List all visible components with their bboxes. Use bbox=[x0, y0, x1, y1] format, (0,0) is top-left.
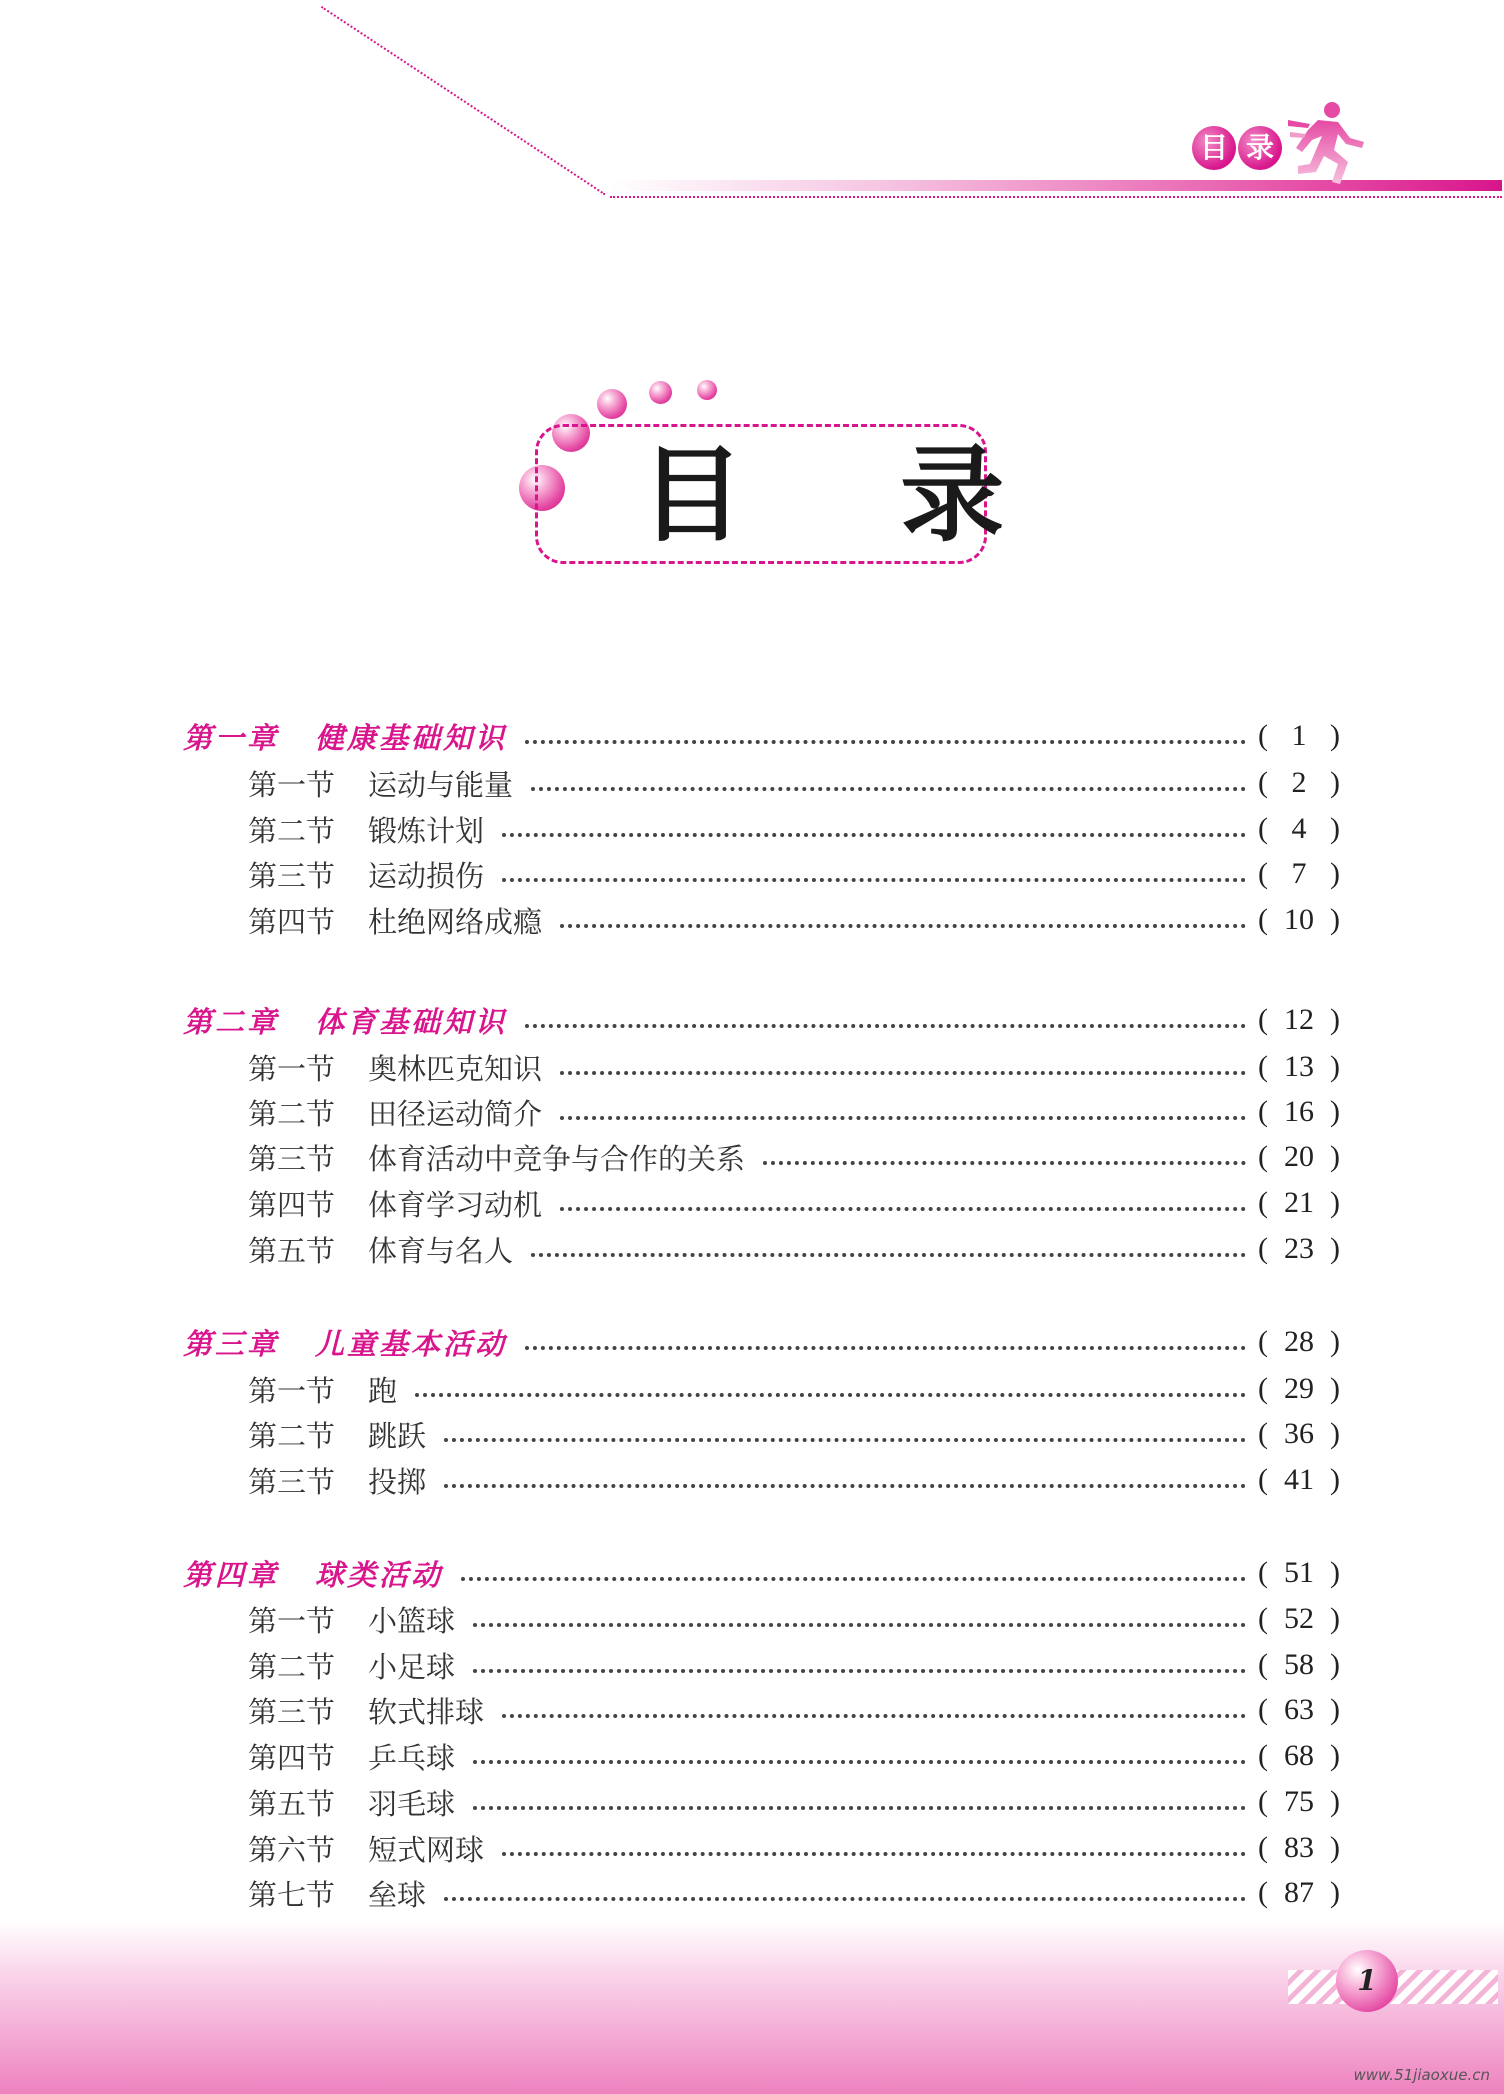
toc-page-number: 23 bbox=[1284, 1232, 1314, 1265]
toc-page-ref: ( 87 ) bbox=[1258, 1876, 1340, 1909]
toc-page-number: 4 bbox=[1291, 812, 1307, 845]
toc-page-number: 52 bbox=[1284, 1602, 1314, 1635]
toc-page-number: 12 bbox=[1284, 1003, 1314, 1036]
toc-leader-dots bbox=[531, 787, 1246, 791]
header-badge-lu: 录 bbox=[1238, 126, 1282, 170]
toc-section-title: 羽毛球 bbox=[368, 1786, 456, 1821]
toc-page-ref: ( 58 ) bbox=[1258, 1648, 1340, 1681]
toc-leader-dots bbox=[473, 1806, 1246, 1810]
toc-page-ref: ( 10 ) bbox=[1258, 903, 1340, 936]
toc-section-number: 第六节 bbox=[248, 1832, 336, 1867]
toc-section-number: 第三节 bbox=[248, 1464, 336, 1499]
footer-band bbox=[0, 1920, 1504, 2094]
toc-page-number: 75 bbox=[1284, 1785, 1314, 1818]
toc-section-title: 田径运动简介 bbox=[368, 1096, 543, 1131]
toc-section-number: 第一节 bbox=[248, 1373, 336, 1408]
toc-page-ref: ( 83 ) bbox=[1258, 1831, 1340, 1864]
toc-page-ref: ( 7 ) bbox=[1258, 857, 1340, 890]
toc-section-number: 第四节 bbox=[248, 1740, 336, 1775]
toc-section-row[interactable] bbox=[248, 1047, 1340, 1087]
toc-page-ref: ( 68 ) bbox=[1258, 1739, 1340, 1772]
toc-page-number: 36 bbox=[1284, 1417, 1314, 1450]
toc-section-title: 运动损伤 bbox=[368, 858, 485, 893]
toc-page-ref: ( 2 ) bbox=[1258, 766, 1340, 799]
toc-leader-dots bbox=[473, 1760, 1246, 1764]
toc-chapter-title: 体育基础知识 bbox=[315, 1004, 508, 1039]
toc-chapter-title: 球类活动 bbox=[315, 1557, 444, 1592]
toc-section-title: 乒乓球 bbox=[368, 1740, 456, 1775]
toc-page-number: 16 bbox=[1284, 1095, 1314, 1128]
toc-page-number: 13 bbox=[1284, 1050, 1314, 1083]
toc-section-title: 杜绝网络成瘾 bbox=[368, 904, 543, 939]
toc-section-row[interactable] bbox=[248, 1092, 1340, 1132]
toc-leader-dots bbox=[560, 1207, 1246, 1211]
toc-page-ref: ( 41 ) bbox=[1258, 1463, 1340, 1496]
toc-page-number: 28 bbox=[1284, 1325, 1314, 1358]
toc-page-number: 1 bbox=[1291, 719, 1307, 752]
toc-page-number: 41 bbox=[1284, 1463, 1314, 1496]
toc-page-ref: ( 52 ) bbox=[1258, 1602, 1340, 1635]
page-number: 1 bbox=[1336, 1950, 1398, 2012]
toc-leader-dots bbox=[444, 1438, 1246, 1442]
toc-page-ref: ( 23 ) bbox=[1258, 1232, 1340, 1265]
toc-page-number: 63 bbox=[1284, 1693, 1314, 1726]
toc-section-number: 第二节 bbox=[248, 1649, 336, 1684]
toc-section-row[interactable] bbox=[248, 1645, 1340, 1685]
toc-section-number: 第四节 bbox=[248, 904, 336, 939]
toc-section-number: 第一节 bbox=[248, 767, 336, 802]
page-title: 目 录 bbox=[640, 433, 1065, 556]
toc-chapter-number: 第四章 bbox=[183, 1557, 280, 1592]
toc-section-number: 第一节 bbox=[248, 1603, 336, 1638]
toc-page-number: 87 bbox=[1284, 1876, 1314, 1909]
toc-section-number: 第二节 bbox=[248, 1096, 336, 1131]
toc-page-ref: ( 28 ) bbox=[1258, 1325, 1340, 1358]
header-badge-mu: 目 bbox=[1192, 126, 1236, 170]
toc-page-ref: ( 20 ) bbox=[1258, 1140, 1340, 1173]
toc-page-ref: ( 1 ) bbox=[1258, 719, 1340, 752]
toc-section-title: 体育与名人 bbox=[368, 1233, 514, 1268]
toc-chapter-row[interactable] bbox=[183, 1322, 1340, 1362]
toc-page-number: 58 bbox=[1284, 1648, 1314, 1681]
toc-chapter-number: 第三章 bbox=[183, 1326, 280, 1361]
toc-leader-dots bbox=[415, 1393, 1246, 1397]
toc-section-row[interactable] bbox=[248, 1873, 1340, 1913]
toc-section-title: 软式排球 bbox=[368, 1694, 485, 1729]
toc-page-ref: ( 13 ) bbox=[1258, 1050, 1340, 1083]
toc-leader-dots bbox=[525, 740, 1246, 744]
toc-section-title: 跳跃 bbox=[368, 1418, 427, 1453]
toc-page-ref: ( 36 ) bbox=[1258, 1417, 1340, 1450]
toc-section-number: 第五节 bbox=[248, 1233, 336, 1268]
toc-section-row[interactable] bbox=[248, 1460, 1340, 1500]
toc-chapter-row[interactable] bbox=[183, 716, 1340, 756]
toc-section-title: 短式网球 bbox=[368, 1832, 485, 1867]
toc-section-row[interactable] bbox=[248, 1690, 1340, 1730]
toc-section-title: 锻炼计划 bbox=[368, 813, 485, 848]
toc-section-row[interactable] bbox=[248, 1137, 1340, 1177]
toc-section-row[interactable] bbox=[248, 1369, 1340, 1409]
toc-page-number: 2 bbox=[1291, 766, 1307, 799]
toc-leader-dots bbox=[531, 1253, 1246, 1257]
toc-leader-dots bbox=[502, 1852, 1246, 1856]
watermark: www.51jiaoxue.cn bbox=[1353, 2066, 1490, 2084]
toc-page-ref: ( 75 ) bbox=[1258, 1785, 1340, 1818]
toc-page-number: 20 bbox=[1284, 1140, 1314, 1173]
toc-section-row[interactable] bbox=[248, 1414, 1340, 1454]
toc-page-ref: ( 29 ) bbox=[1258, 1372, 1340, 1405]
toc-section-number: 第一节 bbox=[248, 1051, 336, 1086]
toc-page-ref: ( 51 ) bbox=[1258, 1556, 1340, 1589]
toc-chapter-number: 第一章 bbox=[183, 720, 280, 755]
toc-page-ref: ( 63 ) bbox=[1258, 1693, 1340, 1726]
toc-page-number: 83 bbox=[1284, 1831, 1314, 1864]
toc-section-title: 小足球 bbox=[368, 1649, 456, 1684]
toc-leader-dots bbox=[473, 1669, 1246, 1673]
toc-leader-dots bbox=[560, 924, 1246, 928]
toc-page-ref: ( 16 ) bbox=[1258, 1095, 1340, 1128]
toc-leader-dots bbox=[444, 1484, 1246, 1488]
toc-section-row[interactable] bbox=[248, 900, 1340, 940]
toc-page-number: 7 bbox=[1291, 857, 1307, 890]
toc-page-number: 68 bbox=[1284, 1739, 1314, 1772]
toc-section-row[interactable] bbox=[248, 809, 1340, 849]
toc-section-title: 垒球 bbox=[368, 1877, 427, 1912]
toc-section-title: 体育活动中竞争与合作的关系 bbox=[368, 1141, 746, 1176]
toc-leader-dots bbox=[461, 1577, 1246, 1581]
toc-section-title: 小篮球 bbox=[368, 1603, 456, 1638]
toc-page-ref: ( 12 ) bbox=[1258, 1003, 1340, 1036]
toc-section-title: 体育学习动机 bbox=[368, 1187, 543, 1222]
toc-section-number: 第五节 bbox=[248, 1786, 336, 1821]
toc-leader-dots bbox=[502, 878, 1246, 882]
toc-section-number: 第三节 bbox=[248, 1694, 336, 1729]
toc-section-row[interactable] bbox=[248, 1736, 1340, 1776]
toc-leader-dots bbox=[444, 1897, 1246, 1901]
toc-page-number: 10 bbox=[1284, 903, 1314, 936]
toc-leader-dots bbox=[560, 1116, 1246, 1120]
toc-section-title: 奥林匹克知识 bbox=[368, 1051, 543, 1086]
toc-leader-dots bbox=[560, 1071, 1246, 1075]
toc-page-ref: ( 4 ) bbox=[1258, 812, 1340, 845]
toc-section-row[interactable] bbox=[248, 1828, 1340, 1868]
toc-page-number: 51 bbox=[1284, 1556, 1314, 1589]
toc-section-number: 第二节 bbox=[248, 813, 336, 848]
toc-chapter-title: 健康基础知识 bbox=[315, 720, 508, 755]
toc-section-row[interactable] bbox=[248, 854, 1340, 894]
toc-section-row[interactable] bbox=[248, 1183, 1340, 1223]
toc-section-number: 第七节 bbox=[248, 1877, 336, 1912]
toc-section-title: 投掷 bbox=[368, 1464, 427, 1499]
toc-chapter-title: 儿童基本活动 bbox=[315, 1326, 508, 1361]
toc-leader-dots bbox=[763, 1161, 1246, 1165]
toc-section-number: 第三节 bbox=[248, 858, 336, 893]
toc-leader-dots bbox=[502, 833, 1246, 837]
toc-section-number: 第四节 bbox=[248, 1187, 336, 1222]
toc-leader-dots bbox=[525, 1024, 1246, 1028]
toc-page-ref: ( 21 ) bbox=[1258, 1186, 1340, 1219]
toc-section-row[interactable] bbox=[248, 1229, 1340, 1269]
toc-section-row[interactable] bbox=[248, 763, 1340, 803]
toc-page-number: 29 bbox=[1284, 1372, 1314, 1405]
toc-chapter-row[interactable] bbox=[183, 1000, 1340, 1040]
toc-chapter-number: 第二章 bbox=[183, 1004, 280, 1039]
toc-section-title: 跑 bbox=[368, 1373, 398, 1408]
toc-section-row[interactable] bbox=[248, 1599, 1340, 1639]
toc-section-title: 运动与能量 bbox=[368, 767, 514, 802]
toc-chapter-row[interactable] bbox=[183, 1553, 1340, 1593]
toc-page-number: 21 bbox=[1284, 1186, 1314, 1219]
toc-leader-dots bbox=[502, 1714, 1246, 1718]
toc-leader-dots bbox=[473, 1623, 1246, 1627]
toc-section-number: 第三节 bbox=[248, 1141, 336, 1176]
toc-section-number: 第二节 bbox=[248, 1418, 336, 1453]
toc-section-row[interactable] bbox=[248, 1782, 1340, 1822]
toc-leader-dots bbox=[525, 1346, 1246, 1350]
